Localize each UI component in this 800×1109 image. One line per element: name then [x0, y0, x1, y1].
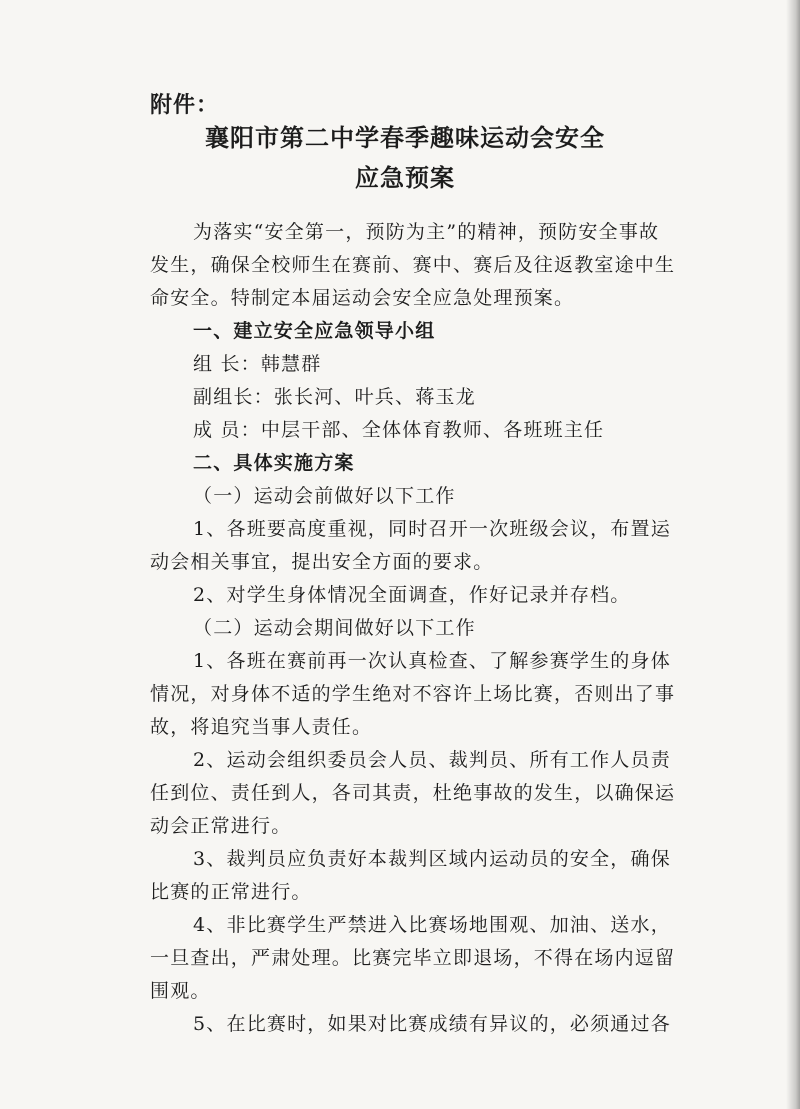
paragraph-line: 任到位、责任到人，各司其责，杜绝事故的发生，以确保运	[150, 782, 676, 804]
paragraph-line: 围观。	[150, 980, 211, 1002]
scan-edge-shadow	[786, 0, 800, 1109]
paragraph-line: 1、各班在赛前再一次认真检查、了解参赛学生的身体	[193, 650, 671, 672]
leader-line: 组 长：韩慧群	[193, 353, 322, 375]
document-title-line1: 襄阳市第二中学春季趣味运动会安全	[205, 123, 605, 152]
paragraph-line: 1、各班要高度重视，同时召开一次班级会议，布置运	[193, 518, 671, 540]
paragraph-line: 故，将追究当事人责任。	[150, 716, 373, 738]
paragraph-line: 一旦查出，严肃处理。比赛完毕立即退场，不得在场内逗留	[150, 947, 676, 969]
deputy-leader-line: 副组长：张长河、叶兵、蒋玉龙	[193, 386, 476, 408]
paragraph-line: 比赛的正常进行。	[150, 881, 312, 903]
subsection1-heading: （一）运动会前做好以下工作	[193, 485, 456, 507]
subsection2-heading: （二）运动会期间做好以下工作	[193, 617, 476, 639]
paragraph-line: 5、在比赛时，如果对比赛成绩有异议的，必须通过各	[193, 1013, 671, 1035]
paragraph-line: 4、非比赛学生严禁进入比赛场地围观、加油、送水，	[193, 914, 671, 936]
section2-heading: 二、具体实施方案	[193, 452, 355, 474]
paragraph-line: 动会相关事宜，提出安全方面的要求。	[150, 551, 494, 573]
paragraph-line: 情况，对身体不适的学生绝对不容许上场比赛，否则出了事	[150, 683, 676, 705]
paragraph-line: 2、对学生身体情况全面调查，作好记录并存档。	[193, 584, 631, 606]
attachment-label: 附件：	[150, 92, 220, 118]
intro-paragraph-line: 命安全。特制定本届运动会安全应急处理预案。	[150, 287, 575, 309]
intro-paragraph-line: 发生，确保全校师生在赛前、赛中、赛后及往返教室途中生	[150, 254, 676, 276]
paragraph-line: 动会正常进行。	[150, 815, 292, 837]
intro-paragraph-line: 为落实“安全第一，预防为主”的精神，预防安全事故	[193, 221, 660, 243]
document-title-line2: 应急预案	[355, 163, 455, 192]
paragraph-line: 3、裁判员应负责好本裁判区域内运动员的安全，确保	[193, 848, 671, 870]
section1-heading: 一、建立安全应急领导小组	[193, 320, 436, 342]
paragraph-line: 2、运动会组织委员会人员、裁判员、所有工作人员责	[193, 749, 671, 771]
members-line: 成 员：中层干部、全体体育教师、各班班主任	[193, 419, 605, 441]
